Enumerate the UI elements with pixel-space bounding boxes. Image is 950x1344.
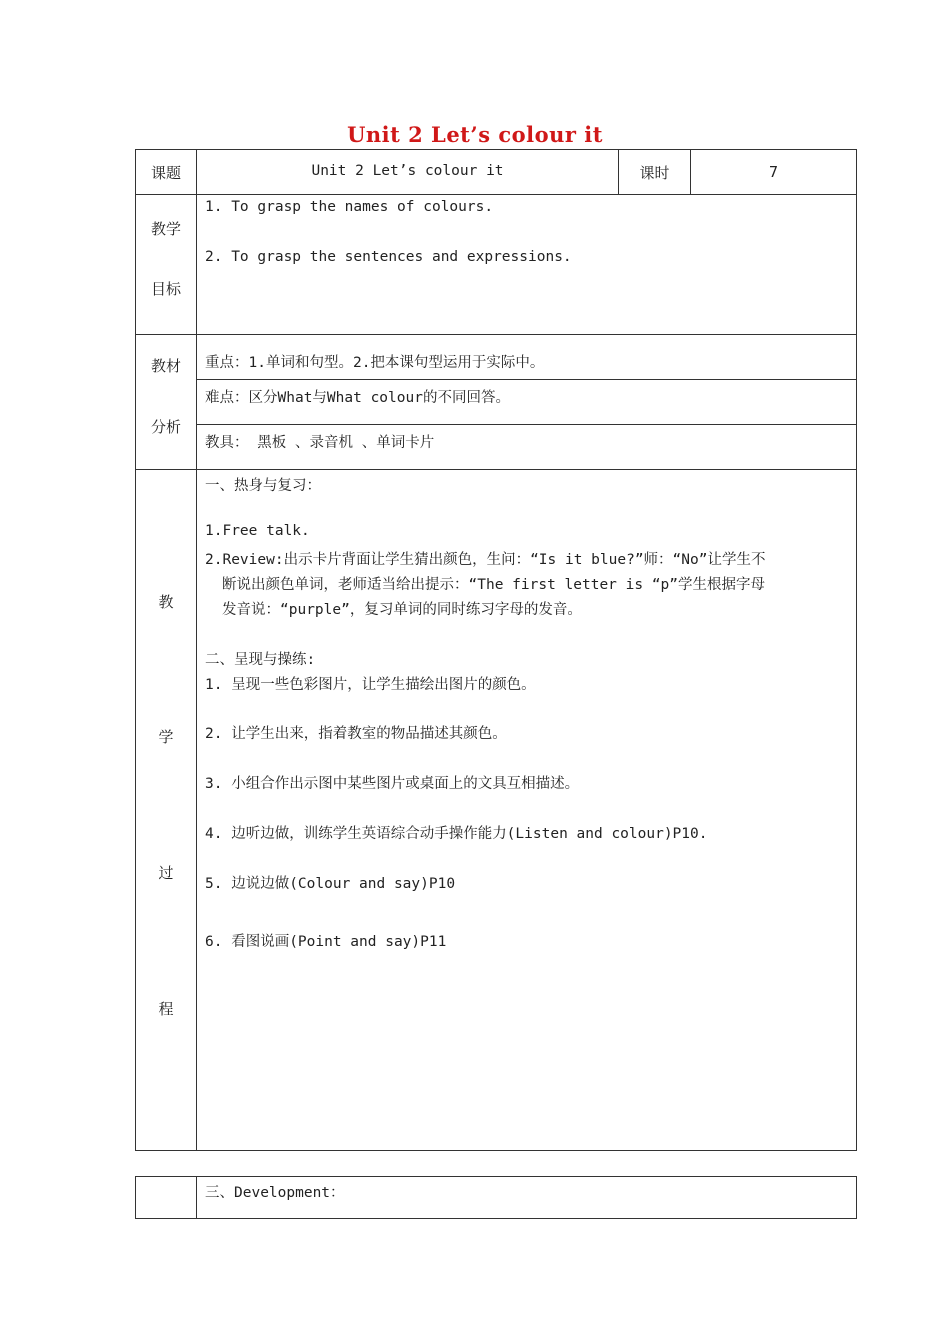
presentation-item: 2. 让学生出来，指着教室的物品描述其颜色。 (205, 726, 507, 742)
objectives-label-1: 教学 (150, 220, 181, 238)
process-label-char: 教 (158, 593, 174, 611)
section-warmup-title: 一、热身与复习： (205, 478, 321, 494)
analysis-label-2: 分析 (150, 418, 181, 436)
analysis-label-1: 教材 (150, 357, 181, 375)
process-label-char: 学 (158, 728, 174, 746)
presentation-item: 1. 呈现一些色彩图片，让学生描绘出图片的颜色。 (205, 677, 536, 693)
presentation-item: 4. 边听边做，训练学生英语综合动手操作能力(Listen and colour)P10. (205, 826, 708, 842)
objectives-label-2: 目标 (150, 280, 181, 298)
objective-item: 2. To grasp the sentences and expressions. (205, 249, 572, 265)
period-value: 7 (768, 163, 779, 181)
process-label-char: 过 (158, 864, 174, 882)
review-item-line: 断说出颜色单词，老师适当给出提示：“The first letter is “p”学生根据字母 (222, 577, 766, 593)
presentation-item: 5. 边说边做(Colour and say)P10 (205, 876, 456, 892)
review-item-line: 2.Review:出示卡片背面让学生猜出颜色，生问：“Is it blue?”师：“No”让学生不 (205, 552, 766, 568)
presentation-item: 3. 小组合作出示图中某些图片或桌面上的文具互相描述。 (205, 776, 580, 792)
objective-item: 1. To grasp the names of colours. (205, 199, 494, 215)
period-label: 课时 (639, 164, 670, 182)
document-title: Unit 2 Let’s colour it (347, 122, 603, 147)
free-talk-item: 1.Free talk. (205, 523, 310, 539)
section-presentation-title: 二、呈现与操练: (205, 652, 316, 668)
presentation-item: 6. 看图说画(Point and say)P11 (205, 934, 447, 950)
materials: 教具： 黑板 、录音机 、单词卡片 (205, 435, 435, 451)
process-label-char: 程 (158, 1000, 174, 1018)
difficulties: 难点：区分What与What colour的不同回答。 (205, 390, 510, 406)
section-development-title: 三、Development： (205, 1185, 345, 1201)
topic-value: Unit 2 Let’s colour it (311, 163, 504, 179)
review-item-line: 发音说：“purple”，复习单词的同时练习字母的发音。 (222, 602, 582, 618)
topic-label: 课题 (150, 164, 181, 182)
key-points: 重点：1.单词和句型。2.把本课句型运用于实际中。 (205, 355, 545, 371)
